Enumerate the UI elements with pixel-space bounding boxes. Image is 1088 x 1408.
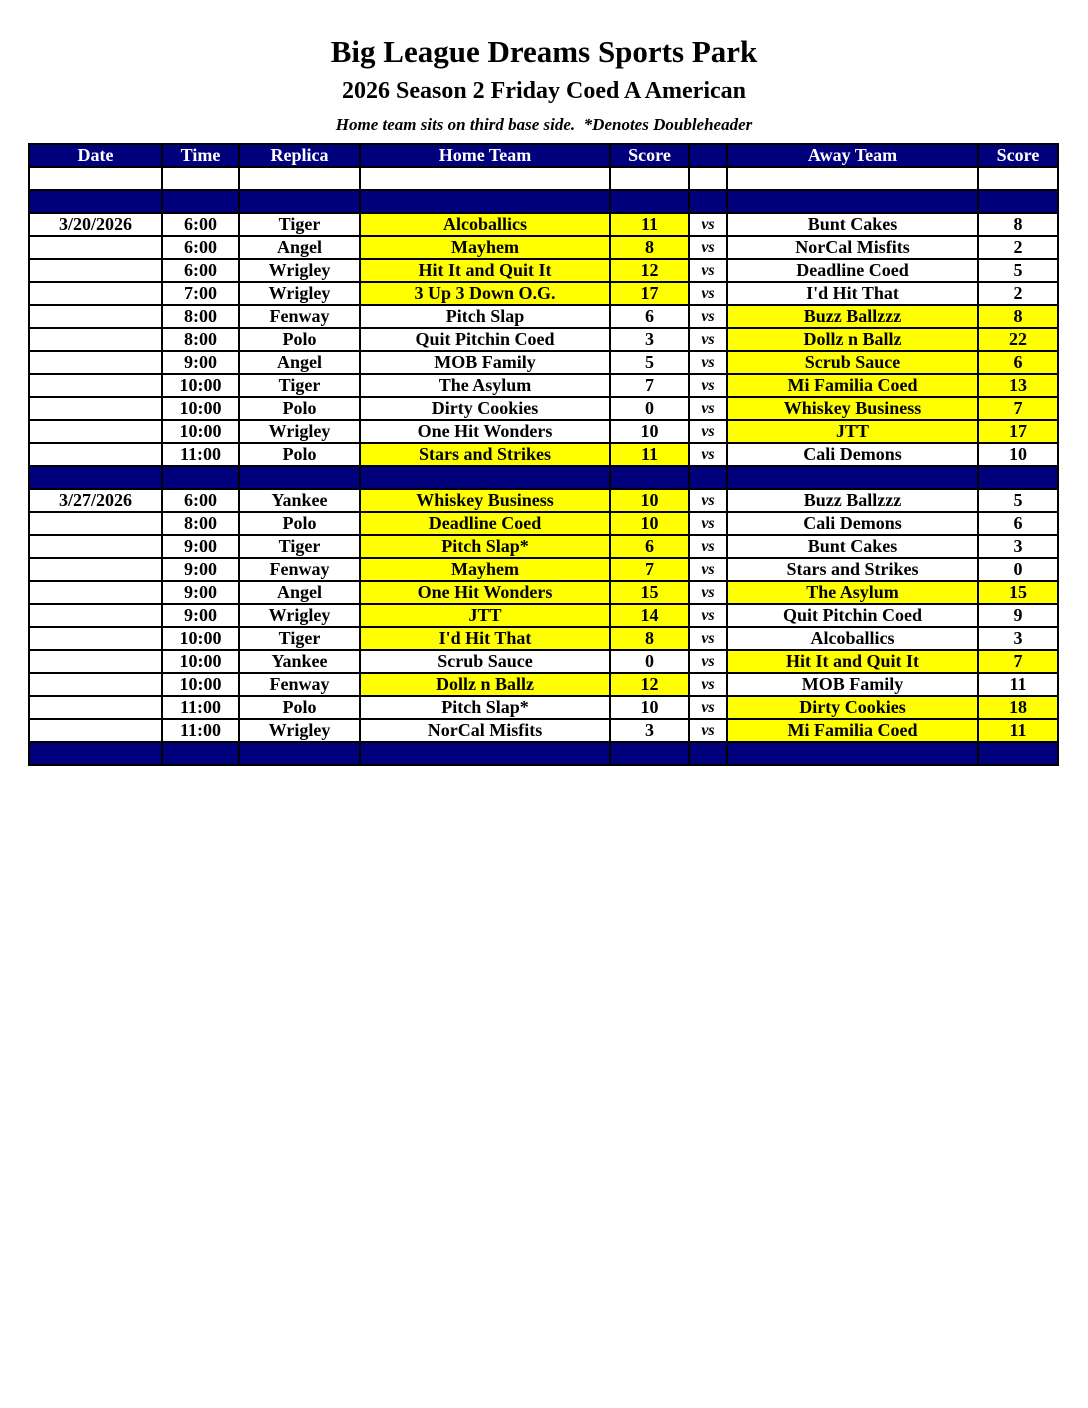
table-row [29, 374, 1058, 397]
col-time: Time [162, 144, 239, 167]
home-team: The Asylum [360, 374, 610, 397]
week-separator-cell [689, 190, 727, 213]
home-team: Alcoballics [360, 213, 610, 236]
home-score: 7 [610, 374, 689, 397]
home-team: One Hit Wonders [360, 581, 610, 604]
vs-label: vs [689, 719, 727, 742]
col-replica: Replica [239, 144, 360, 167]
away-score: 7 [978, 650, 1058, 673]
vs-label: vs [689, 558, 727, 581]
home-team: Pitch Slap [360, 305, 610, 328]
vs-label: vs [689, 259, 727, 282]
table-row [29, 696, 1058, 719]
col-vs [689, 144, 727, 167]
vs-label: vs [689, 328, 727, 351]
vs-label: vs [689, 650, 727, 673]
home-team: One Hit Wonders [360, 420, 610, 443]
spacer-row-cell [29, 167, 162, 190]
table-row [29, 259, 1058, 282]
week-separator-cell [29, 466, 162, 489]
home-score: 8 [610, 236, 689, 259]
game-time: 10:00 [162, 374, 239, 397]
away-score: 22 [978, 328, 1058, 351]
game-field: Angel [239, 236, 360, 259]
game-time: 9:00 [162, 535, 239, 558]
week-separator [29, 466, 1058, 489]
away-score: 18 [978, 696, 1058, 719]
home-score: 12 [610, 673, 689, 696]
week-separator-cell [360, 466, 610, 489]
week-separator-cell [29, 742, 162, 765]
game-date [29, 374, 162, 397]
vs-label: vs [689, 696, 727, 719]
away-score: 3 [978, 627, 1058, 650]
away-team: Cali Demons [727, 512, 978, 535]
away-team: Mi Familia Coed [727, 719, 978, 742]
game-time: 11:00 [162, 719, 239, 742]
table-row [29, 719, 1058, 742]
home-score: 10 [610, 512, 689, 535]
home-team: Mayhem [360, 236, 610, 259]
game-date [29, 512, 162, 535]
table-row [29, 581, 1058, 604]
table-row [29, 213, 1058, 236]
away-score: 5 [978, 259, 1058, 282]
col-away-score: Score [978, 144, 1058, 167]
away-score: 8 [978, 213, 1058, 236]
vs-label: vs [689, 512, 727, 535]
away-score: 0 [978, 558, 1058, 581]
spacer-row-cell [978, 167, 1058, 190]
game-date [29, 535, 162, 558]
away-score: 13 [978, 374, 1058, 397]
away-team: Bunt Cakes [727, 535, 978, 558]
home-score: 17 [610, 282, 689, 305]
game-time: 11:00 [162, 443, 239, 466]
away-team: Quit Pitchin Coed [727, 604, 978, 627]
week-separator-cell [727, 190, 978, 213]
week-separator-cell [727, 466, 978, 489]
home-team: Hit It and Quit It [360, 259, 610, 282]
week-separator-cell [978, 466, 1058, 489]
schedule-table [28, 143, 1059, 766]
game-field: Fenway [239, 558, 360, 581]
away-team: Dollz n Ballz [727, 328, 978, 351]
home-score: 7 [610, 558, 689, 581]
away-score: 10 [978, 443, 1058, 466]
col-away-team: Away Team [727, 144, 978, 167]
week-separator-cell [239, 466, 360, 489]
away-team: The Asylum [727, 581, 978, 604]
game-time: 10:00 [162, 420, 239, 443]
spacer-row-cell [360, 167, 610, 190]
game-field: Fenway [239, 305, 360, 328]
away-score: 6 [978, 351, 1058, 374]
game-field: Wrigley [239, 282, 360, 305]
away-team: MOB Family [727, 673, 978, 696]
away-team: Cali Demons [727, 443, 978, 466]
vs-label: vs [689, 374, 727, 397]
table-row [29, 443, 1058, 466]
week-separator-cell [360, 742, 610, 765]
game-field: Wrigley [239, 719, 360, 742]
game-date [29, 650, 162, 673]
week-separator-cell [29, 190, 162, 213]
game-date [29, 236, 162, 259]
table-row [29, 328, 1058, 351]
game-field: Wrigley [239, 259, 360, 282]
game-time: 9:00 [162, 604, 239, 627]
vs-label: vs [689, 351, 727, 374]
game-time: 10:00 [162, 627, 239, 650]
away-team: I'd Hit That [727, 282, 978, 305]
away-score: 15 [978, 581, 1058, 604]
col-home-score: Score [610, 144, 689, 167]
away-team: Hit It and Quit It [727, 650, 978, 673]
vs-label: vs [689, 420, 727, 443]
home-team: Quit Pitchin Coed [360, 328, 610, 351]
game-field: Yankee [239, 489, 360, 512]
table-row [29, 535, 1058, 558]
game-field: Tiger [239, 374, 360, 397]
game-time: 8:00 [162, 512, 239, 535]
vs-label: vs [689, 581, 727, 604]
vs-label: vs [689, 443, 727, 466]
table-row [29, 397, 1058, 420]
game-field: Wrigley [239, 420, 360, 443]
game-date [29, 604, 162, 627]
spacer-row-cell [239, 167, 360, 190]
home-team: Pitch Slap* [360, 535, 610, 558]
table-row [29, 420, 1058, 443]
table-row [29, 512, 1058, 535]
table-header-row [29, 144, 1058, 167]
away-team: Whiskey Business [727, 397, 978, 420]
home-team: Pitch Slap* [360, 696, 610, 719]
game-date [29, 282, 162, 305]
game-time: 7:00 [162, 282, 239, 305]
home-team: Dirty Cookies [360, 397, 610, 420]
vs-label: vs [689, 673, 727, 696]
game-field: Angel [239, 351, 360, 374]
home-score: 12 [610, 259, 689, 282]
table-row [29, 351, 1058, 374]
game-date [29, 558, 162, 581]
spacer-row-cell [727, 167, 978, 190]
away-score: 2 [978, 282, 1058, 305]
game-field: Polo [239, 443, 360, 466]
home-team: Scrub Sauce [360, 650, 610, 673]
game-time: 9:00 [162, 351, 239, 374]
home-team: Mayhem [360, 558, 610, 581]
week-separator-cell [610, 742, 689, 765]
home-score: 0 [610, 650, 689, 673]
table-row [29, 489, 1058, 512]
game-date [29, 420, 162, 443]
game-date: 3/20/2026 [29, 213, 162, 236]
table-row [29, 604, 1058, 627]
game-date [29, 351, 162, 374]
away-score: 2 [978, 236, 1058, 259]
week-separator-cell [689, 742, 727, 765]
home-score: 6 [610, 305, 689, 328]
table-row [29, 650, 1058, 673]
game-field: Tiger [239, 627, 360, 650]
game-field: Polo [239, 328, 360, 351]
home-team: NorCal Misfits [360, 719, 610, 742]
away-team: Dirty Cookies [727, 696, 978, 719]
away-score: 6 [978, 512, 1058, 535]
game-date [29, 259, 162, 282]
game-field: Tiger [239, 213, 360, 236]
game-date [29, 328, 162, 351]
home-score: 3 [610, 328, 689, 351]
week-separator-cell [610, 190, 689, 213]
away-score: 7 [978, 397, 1058, 420]
game-date [29, 305, 162, 328]
game-date [29, 581, 162, 604]
week-separator [29, 742, 1058, 765]
game-time: 10:00 [162, 397, 239, 420]
away-team: Scrub Sauce [727, 351, 978, 374]
page-subtitle: 2026 Season 2 Friday Coed A American [341, 78, 746, 104]
game-date: 3/27/2026 [29, 489, 162, 512]
home-score: 10 [610, 696, 689, 719]
home-team: Stars and Strikes [360, 443, 610, 466]
away-team: Stars and Strikes [727, 558, 978, 581]
away-team: Buzz Ballzzz [727, 489, 978, 512]
vs-label: vs [689, 213, 727, 236]
vs-label: vs [689, 282, 727, 305]
game-time: 9:00 [162, 581, 239, 604]
game-time: 8:00 [162, 305, 239, 328]
home-team: MOB Family [360, 351, 610, 374]
vs-label: vs [689, 627, 727, 650]
away-score: 17 [978, 420, 1058, 443]
game-field: Yankee [239, 650, 360, 673]
home-score: 8 [610, 627, 689, 650]
away-score: 9 [978, 604, 1058, 627]
away-score: 5 [978, 489, 1058, 512]
away-score: 3 [978, 535, 1058, 558]
week-separator-cell [689, 466, 727, 489]
away-team: Alcoballics [727, 627, 978, 650]
game-field: Polo [239, 512, 360, 535]
week-separator-cell [239, 190, 360, 213]
game-date [29, 696, 162, 719]
game-date [29, 627, 162, 650]
home-score: 3 [610, 719, 689, 742]
week-separator-cell [239, 742, 360, 765]
game-time: 11:00 [162, 696, 239, 719]
game-field: Tiger [239, 535, 360, 558]
game-field: Polo [239, 696, 360, 719]
home-score: 5 [610, 351, 689, 374]
away-score: 8 [978, 305, 1058, 328]
table-row [29, 282, 1058, 305]
game-time: 10:00 [162, 673, 239, 696]
game-time: 6:00 [162, 259, 239, 282]
game-time: 9:00 [162, 558, 239, 581]
game-time: 8:00 [162, 328, 239, 351]
game-time: 10:00 [162, 650, 239, 673]
spacer-row-cell [610, 167, 689, 190]
home-score: 15 [610, 581, 689, 604]
away-team: JTT [727, 420, 978, 443]
away-score: 11 [978, 719, 1058, 742]
away-team: Deadline Coed [727, 259, 978, 282]
home-score: 11 [610, 443, 689, 466]
vs-label: vs [689, 489, 727, 512]
home-team: JTT [360, 604, 610, 627]
home-team: Dollz n Ballz [360, 673, 610, 696]
table-row [29, 627, 1058, 650]
col-date: Date [29, 144, 162, 167]
week-separator-cell [162, 190, 239, 213]
table-row [29, 305, 1058, 328]
vs-label: vs [689, 305, 727, 328]
game-field: Polo [239, 397, 360, 420]
week-separator-cell [727, 742, 978, 765]
vs-label: vs [689, 604, 727, 627]
schedule-note: Home team sits on third base side. *Denotes Doubleheader [335, 115, 753, 134]
week-separator [29, 190, 1058, 213]
home-score: 11 [610, 213, 689, 236]
game-time: 6:00 [162, 489, 239, 512]
page-title: Big League Dreams Sports Park [330, 34, 758, 69]
week-separator-cell [162, 466, 239, 489]
home-team: I'd Hit That [360, 627, 610, 650]
away-score: 11 [978, 673, 1058, 696]
week-separator-cell [978, 190, 1058, 213]
home-team: 3 Up 3 Down O.G. [360, 282, 610, 305]
game-date [29, 443, 162, 466]
vs-label: vs [689, 236, 727, 259]
spacer-row-cell [689, 167, 727, 190]
home-score: 10 [610, 420, 689, 443]
game-time: 6:00 [162, 213, 239, 236]
week-separator-cell [162, 742, 239, 765]
game-field: Angel [239, 581, 360, 604]
table-row [29, 558, 1058, 581]
game-date [29, 673, 162, 696]
away-team: Buzz Ballzzz [727, 305, 978, 328]
away-team: Bunt Cakes [727, 213, 978, 236]
vs-label: vs [689, 535, 727, 558]
game-date [29, 719, 162, 742]
game-field: Wrigley [239, 604, 360, 627]
table-row [29, 673, 1058, 696]
col-home-team: Home Team [360, 144, 610, 167]
home-score: 0 [610, 397, 689, 420]
home-team: Whiskey Business [360, 489, 610, 512]
week-separator-cell [978, 742, 1058, 765]
game-time: 6:00 [162, 236, 239, 259]
spacer-row [29, 167, 1058, 190]
home-score: 14 [610, 604, 689, 627]
vs-label: vs [689, 397, 727, 420]
game-date [29, 397, 162, 420]
week-separator-cell [610, 466, 689, 489]
week-separator-cell [360, 190, 610, 213]
home-score: 6 [610, 535, 689, 558]
away-team: Mi Familia Coed [727, 374, 978, 397]
table-row [29, 236, 1058, 259]
home-team: Deadline Coed [360, 512, 610, 535]
game-field: Fenway [239, 673, 360, 696]
spacer-row-cell [162, 167, 239, 190]
home-score: 10 [610, 489, 689, 512]
away-team: NorCal Misfits [727, 236, 978, 259]
